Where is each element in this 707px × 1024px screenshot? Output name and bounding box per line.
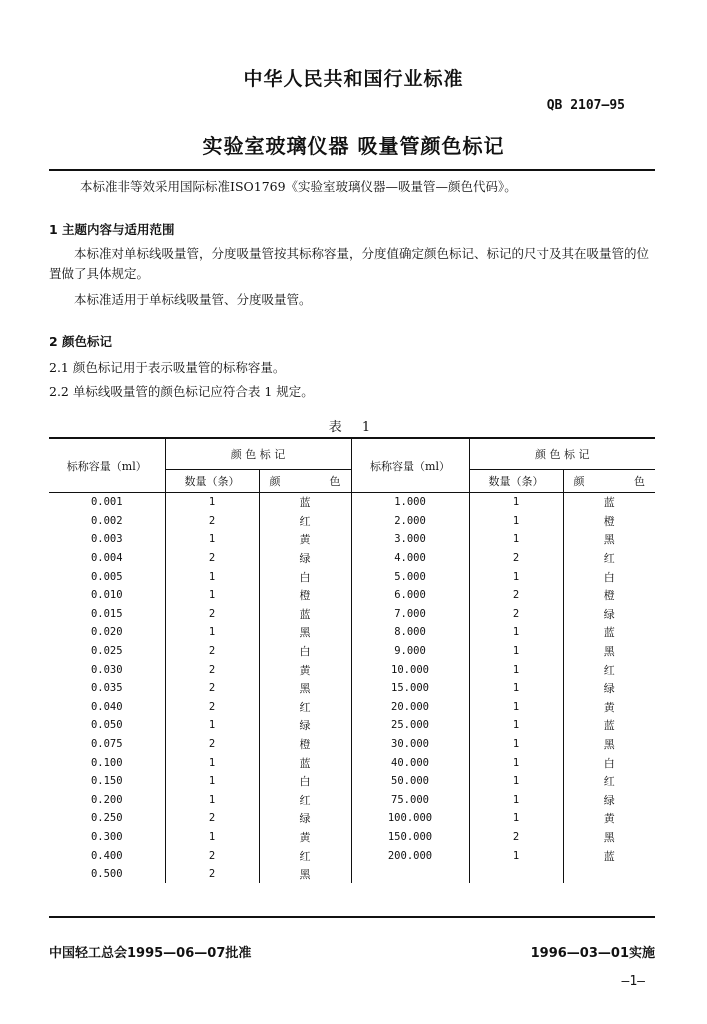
section-1-heading: 1 主题内容与适用范围 <box>49 222 175 237</box>
left-capacity-cell: 0.001 <box>90 496 123 509</box>
left-color-cell: 白 <box>259 567 351 586</box>
right-capacity-cell: 9.000 <box>351 642 469 661</box>
right-color-cell: 黄 <box>563 809 655 828</box>
right-capacity-cell: 10.000 <box>351 660 469 679</box>
right-count-cell: 1 <box>469 530 563 549</box>
left-capacity-cell: 0.004 <box>90 552 123 565</box>
right-color-cell: 黑 <box>563 642 655 661</box>
standard-number: QB 2107—95 <box>546 98 625 113</box>
count-header-right: 数量（条） <box>469 470 563 493</box>
left-count-cell: 2 <box>165 512 259 531</box>
right-capacity-cell: 100.000 <box>351 809 469 828</box>
count-header-left: 数量（条） <box>165 470 259 493</box>
table-row <box>49 549 655 568</box>
right-count-cell: 1 <box>469 772 563 791</box>
right-count-cell: 1 <box>469 493 563 512</box>
left-capacity-cell: 0.150 <box>90 775 123 788</box>
right-capacity-cell: 25.000 <box>351 716 469 735</box>
section-1-para-2: 本标准适用于单标线吸量管、分度吸量管。 <box>74 292 312 307</box>
left-capacity-cell: 0.015 <box>90 607 123 620</box>
left-count-cell: 1 <box>165 623 259 642</box>
right-color-cell: 绿 <box>563 679 655 698</box>
left-capacity-cell: 0.300 <box>90 830 123 843</box>
left-count-cell: 1 <box>165 530 259 549</box>
table-row <box>49 512 655 531</box>
table-row <box>49 623 655 642</box>
right-color-cell: 黑 <box>563 828 655 847</box>
left-color-cell: 黄 <box>259 660 351 679</box>
right-capacity-cell: 1.000 <box>351 493 469 512</box>
right-count-cell: 2 <box>469 828 563 847</box>
right-count-cell: 1 <box>469 735 563 754</box>
right-capacity-cell: 50.000 <box>351 772 469 791</box>
right-count-cell: 1 <box>469 679 563 698</box>
left-color-cell: 黑 <box>259 865 351 884</box>
right-capacity-cell: 20.000 <box>351 698 469 717</box>
left-capacity-cell: 0.005 <box>90 570 123 583</box>
left-count-cell: 2 <box>165 549 259 568</box>
right-count-cell: 1 <box>469 846 563 865</box>
left-count-cell: 2 <box>165 698 259 717</box>
table-row <box>49 605 655 624</box>
right-color-cell: 红 <box>563 549 655 568</box>
left-count-cell: 1 <box>165 716 259 735</box>
right-color-cell: 白 <box>563 753 655 772</box>
left-capacity-cell: 0.050 <box>90 719 123 732</box>
right-color-cell: 绿 <box>563 791 655 810</box>
right-capacity-cell: 200.000 <box>351 846 469 865</box>
table-row <box>49 530 655 549</box>
table-row <box>49 828 655 847</box>
right-capacity-cell: 75.000 <box>351 791 469 810</box>
left-color-cell: 橙 <box>259 586 351 605</box>
section-2-heading: 2 颜色标记 <box>49 334 113 349</box>
section-2-item-1: 2.1 颜色标记用于表示吸量管的标称容量。 <box>49 360 286 375</box>
left-capacity-cell: 0.030 <box>90 663 123 676</box>
left-count-cell: 2 <box>165 642 259 661</box>
table-caption: 表 1 <box>328 420 379 435</box>
pipette-color-table <box>49 437 655 883</box>
left-capacity-cell: 0.400 <box>90 849 123 862</box>
table-row <box>49 679 655 698</box>
right-capacity-cell <box>351 865 469 884</box>
right-count-cell: 2 <box>469 586 563 605</box>
right-color-cell: 绿 <box>563 605 655 624</box>
left-color-cell: 蓝 <box>259 493 351 512</box>
left-count-cell: 1 <box>165 567 259 586</box>
left-color-cell: 红 <box>259 791 351 810</box>
right-count-cell: 1 <box>469 809 563 828</box>
right-count-cell <box>469 865 563 884</box>
nominal-capacity-header-left: 标称容量（ml） <box>49 438 165 493</box>
left-color-cell: 绿 <box>259 809 351 828</box>
left-color-cell: 黑 <box>259 623 351 642</box>
table-row <box>49 493 655 512</box>
left-color-cell: 蓝 <box>259 605 351 624</box>
color-marking-header-right: 颜 色 标 记 <box>469 438 655 470</box>
right-capacity-cell: 5.000 <box>351 567 469 586</box>
right-capacity-cell: 6.000 <box>351 586 469 605</box>
right-count-cell: 1 <box>469 623 563 642</box>
left-count-cell: 1 <box>165 772 259 791</box>
left-capacity-cell: 0.003 <box>90 533 123 546</box>
left-count-cell: 2 <box>165 660 259 679</box>
left-capacity-cell: 0.035 <box>90 682 123 695</box>
right-capacity-cell: 8.000 <box>351 623 469 642</box>
right-count-cell: 1 <box>469 716 563 735</box>
nominal-capacity-header-right: 标称容量（ml） <box>351 438 469 493</box>
right-color-cell: 橙 <box>563 586 655 605</box>
intro-paragraph: 本标准非等效采用国际标准ISO1769《实验室玻璃仪器—吸量管—颜色代码》。 <box>80 179 517 194</box>
right-count-cell: 2 <box>469 549 563 568</box>
left-color-cell: 白 <box>259 642 351 661</box>
right-color-cell: 蓝 <box>563 716 655 735</box>
color-header-right: 颜 色 <box>563 470 655 493</box>
left-count-cell: 1 <box>165 493 259 512</box>
left-capacity-cell: 0.025 <box>90 645 123 658</box>
right-color-cell <box>563 865 655 884</box>
right-count-cell: 1 <box>469 660 563 679</box>
table-row <box>49 716 655 735</box>
right-capacity-cell: 7.000 <box>351 605 469 624</box>
table-bottom-rule <box>49 916 655 918</box>
document-title: 实验室玻璃仪器 吸量管颜色标记 <box>202 134 505 158</box>
right-color-cell: 黑 <box>563 735 655 754</box>
right-color-cell: 橙 <box>563 512 655 531</box>
left-count-cell: 2 <box>165 735 259 754</box>
right-capacity-cell: 40.000 <box>351 753 469 772</box>
left-count-cell: 1 <box>165 586 259 605</box>
left-color-cell: 蓝 <box>259 753 351 772</box>
title-rule <box>49 169 655 171</box>
left-color-cell: 红 <box>259 698 351 717</box>
left-capacity-cell: 0.040 <box>90 700 123 713</box>
left-count-cell: 2 <box>165 679 259 698</box>
left-color-cell: 绿 <box>259 716 351 735</box>
table-row <box>49 791 655 810</box>
table-row <box>49 846 655 865</box>
left-capacity-cell: 0.100 <box>90 756 123 769</box>
right-capacity-cell: 15.000 <box>351 679 469 698</box>
table-row <box>49 698 655 717</box>
left-capacity-cell: 0.010 <box>90 589 123 602</box>
left-color-cell: 红 <box>259 512 351 531</box>
right-count-cell: 2 <box>469 605 563 624</box>
right-color-cell: 蓝 <box>563 493 655 512</box>
table-row <box>49 753 655 772</box>
left-count-cell: 2 <box>165 865 259 884</box>
right-count-cell: 1 <box>469 753 563 772</box>
section-1-para-1: 本标准对单标线吸量管，分度吸量管按其标称容量，分度值确定颜色标记、标记的尺寸及其在吸量管的位置做了具体规定。 <box>49 246 650 281</box>
right-color-cell: 白 <box>563 567 655 586</box>
issuing-authority-header: 中华人民共和国行业标准 <box>243 68 464 90</box>
right-capacity-cell: 4.000 <box>351 549 469 568</box>
right-color-cell: 黑 <box>563 530 655 549</box>
left-color-cell: 红 <box>259 846 351 865</box>
left-count-cell: 1 <box>165 791 259 810</box>
table-row <box>49 865 655 884</box>
right-count-cell: 1 <box>469 512 563 531</box>
left-capacity-cell: 0.200 <box>90 793 123 806</box>
left-capacity-cell: 0.075 <box>90 738 123 751</box>
effective-date: 1996—03—01实施 <box>530 946 655 961</box>
left-color-cell: 黑 <box>259 679 351 698</box>
color-header-left: 颜 色 <box>259 470 351 493</box>
left-capacity-cell: 0.020 <box>90 626 123 639</box>
right-color-cell: 红 <box>563 772 655 791</box>
table-row <box>49 567 655 586</box>
left-count-cell: 1 <box>165 753 259 772</box>
right-capacity-cell: 150.000 <box>351 828 469 847</box>
table-row <box>49 642 655 661</box>
table-row <box>49 772 655 791</box>
right-count-cell: 1 <box>469 642 563 661</box>
left-capacity-cell: 0.250 <box>90 812 123 825</box>
left-color-cell: 白 <box>259 772 351 791</box>
left-count-cell: 2 <box>165 605 259 624</box>
right-color-cell: 红 <box>563 660 655 679</box>
left-capacity-cell: 0.002 <box>90 514 123 527</box>
left-count-cell: 1 <box>165 828 259 847</box>
approval-date: 中国轻工总会1995—06—07批准 <box>49 946 252 961</box>
color-marking-header-left: 颜 色 标 记 <box>165 438 351 470</box>
left-color-cell: 黄 <box>259 530 351 549</box>
left-color-cell: 绿 <box>259 549 351 568</box>
table-row <box>49 660 655 679</box>
right-count-cell: 1 <box>469 698 563 717</box>
right-capacity-cell: 30.000 <box>351 735 469 754</box>
left-count-cell: 2 <box>165 846 259 865</box>
table-row <box>49 809 655 828</box>
left-capacity-cell: 0.500 <box>90 868 123 881</box>
left-color-cell: 橙 <box>259 735 351 754</box>
left-count-cell: 2 <box>165 809 259 828</box>
right-capacity-cell: 3.000 <box>351 530 469 549</box>
right-color-cell: 蓝 <box>563 623 655 642</box>
right-capacity-cell: 2.000 <box>351 512 469 531</box>
left-color-cell: 黄 <box>259 828 351 847</box>
table-row <box>49 586 655 605</box>
table-body <box>49 493 655 884</box>
page-number: —1— <box>621 974 645 989</box>
right-color-cell: 黄 <box>563 698 655 717</box>
table-row <box>49 735 655 754</box>
right-count-cell: 1 <box>469 791 563 810</box>
right-count-cell: 1 <box>469 567 563 586</box>
right-color-cell: 蓝 <box>563 846 655 865</box>
section-2-item-2: 2.2 单标线吸量管的颜色标记应符合表 1 规定。 <box>49 384 314 399</box>
